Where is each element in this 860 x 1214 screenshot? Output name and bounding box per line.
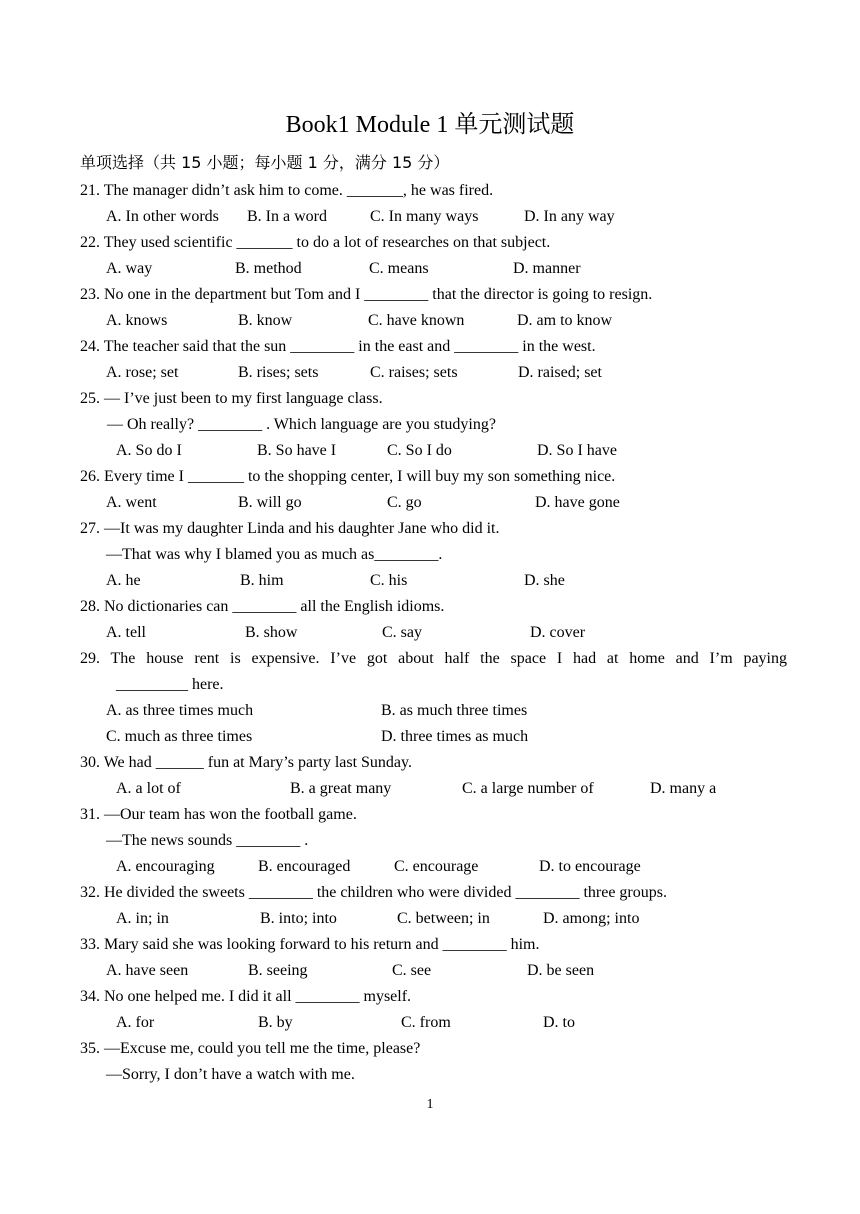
question-30-option-d: D. many a <box>650 780 717 797</box>
question-29-option-c: C. much as three times <box>106 728 253 745</box>
question-31-option-d: D. to encourage <box>539 858 641 875</box>
question-21-stem: 21. The manager didn’t ask him to come. _______, he was fired. <box>80 182 494 199</box>
question-24-option-b: B. rises; sets <box>238 364 319 381</box>
question-27-option-c: C. his <box>370 572 408 589</box>
question-29-stem-1: 29. The house rent is expensive. I’ve got about half the space I had at home and I’m paying <box>80 650 787 667</box>
question-29-option-b: B. as much three times <box>381 702 528 719</box>
question-21-option-a: A. In other words <box>106 208 219 225</box>
question-29-option-d: D. three times as much <box>381 728 529 745</box>
question-23-stem: 23. No one in the department but Tom and I ________ that the director is going to resign. <box>80 286 653 303</box>
question-32-option-d: D. among; into <box>543 910 640 927</box>
question-34-stem: 34. No one helped me. I did it all ________ myself. <box>80 988 412 1005</box>
question-32-option-a: A. in; in <box>116 910 169 927</box>
question-28-option-b: B. show <box>245 624 298 641</box>
question-22-option-d: D. manner <box>513 260 581 277</box>
question-28-option-d: D. cover <box>530 624 586 641</box>
question-25-stem-1: 25. — I’ve just been to my first language class. <box>80 390 383 407</box>
page-title: Book1 Module 1 单元测试题 <box>285 112 575 138</box>
question-34-option-d: D. to <box>543 1014 575 1031</box>
question-32-stem: 32. He divided the sweets ________ the children who were divided ________ three groups. <box>80 884 667 901</box>
question-26-option-c: C. go <box>387 494 422 511</box>
question-32-option-c: C. between; in <box>397 910 490 927</box>
question-26-option-b: B. will go <box>238 494 302 511</box>
question-24-option-a: A. rose; set <box>106 364 179 381</box>
question-23-option-b: B. know <box>238 312 293 329</box>
question-22-stem: 22. They used scientific _______ to do a lot of researches on that subject. <box>80 234 551 251</box>
question-26-stem: 26. Every time I _______ to the shopping center, I will buy my son something nice. <box>80 468 616 485</box>
question-28-stem: 28. No dictionaries can ________ all the English idioms. <box>80 598 445 615</box>
question-30-option-a: A. a lot of <box>116 780 181 797</box>
question-33-option-a: A. have seen <box>106 962 189 979</box>
question-33-stem: 33. Mary said she was looking forward to his return and ________ him. <box>80 936 540 953</box>
question-27-option-a: A. he <box>106 572 141 589</box>
question-25-option-c: C. So I do <box>387 442 452 459</box>
question-21-option-d: D. In any way <box>524 208 615 225</box>
question-23-option-a: A. knows <box>106 312 168 329</box>
question-25-option-a: A. So do I <box>116 442 182 459</box>
question-33-option-c: C. see <box>392 962 432 979</box>
question-25-option-b: B. So have I <box>257 442 337 459</box>
question-31-option-b: B. encouraged <box>258 858 351 875</box>
question-28-option-c: C. say <box>382 624 422 641</box>
question-31-stem-1: 31. —Our team has won the football game. <box>80 806 357 823</box>
question-33-option-d: D. be seen <box>527 962 595 979</box>
question-31-stem-2: —The news sounds ________ . <box>106 832 309 849</box>
question-30-option-b: B. a great many <box>290 780 392 797</box>
question-25-stem-2: — Oh really? ________ . Which language are you studying? <box>107 416 496 433</box>
question-34-option-c: C. from <box>401 1014 451 1031</box>
question-28-option-a: A. tell <box>106 624 146 641</box>
question-27-option-d: D. she <box>524 572 565 589</box>
question-24-option-d: D. raised; set <box>518 364 602 381</box>
question-25-option-d: D. So I have <box>537 442 617 459</box>
question-29-option-a: A. as three times much <box>106 702 254 719</box>
question-32-option-b: B. into; into <box>260 910 337 927</box>
question-24-option-c: C. raises; sets <box>370 364 458 381</box>
question-22-option-c: C. means <box>369 260 429 277</box>
question-23-option-d: D. am to know <box>517 312 613 329</box>
question-22-option-a: A. way <box>106 260 153 277</box>
question-30-option-c: C. a large number of <box>462 780 594 797</box>
question-26-option-d: D. have gone <box>535 494 620 511</box>
question-31-option-a: A. encouraging <box>116 858 215 875</box>
question-30-stem: 30. We had ______ fun at Mary’s party last Sunday. <box>80 754 412 771</box>
question-27-stem-1: 27. —It was my daughter Linda and his daughter Jane who did it. <box>80 520 500 537</box>
question-35-stem-2: —Sorry, I don’t have a watch with me. <box>106 1066 355 1083</box>
question-21-option-c: C. In many ways <box>370 208 479 225</box>
page-number: 1 <box>426 1097 434 1112</box>
question-26-option-a: A. went <box>106 494 157 511</box>
section-instruction: 单项选择（共 15 小题；每小题 1 分，满分 15 分） <box>80 153 450 172</box>
question-29-stem-2: _________ here. <box>116 676 224 693</box>
question-24-stem: 24. The teacher said that the sun ________ in the east and ________ in the west. <box>80 338 596 355</box>
question-22-option-b: B. method <box>235 260 302 277</box>
question-27-option-b: B. him <box>240 572 284 589</box>
question-34-option-b: B. by <box>258 1014 293 1031</box>
question-35-stem-1: 35. —Excuse me, could you tell me the time, please? <box>80 1040 421 1057</box>
question-34-option-a: A. for <box>116 1014 155 1031</box>
question-27-stem-2: —That was why I blamed you as much as________. <box>106 546 443 563</box>
question-31-option-c: C. encourage <box>394 858 479 875</box>
question-21-option-b: B. In a word <box>247 208 327 225</box>
question-23-option-c: C. have known <box>368 312 465 329</box>
question-33-option-b: B. seeing <box>248 962 308 979</box>
